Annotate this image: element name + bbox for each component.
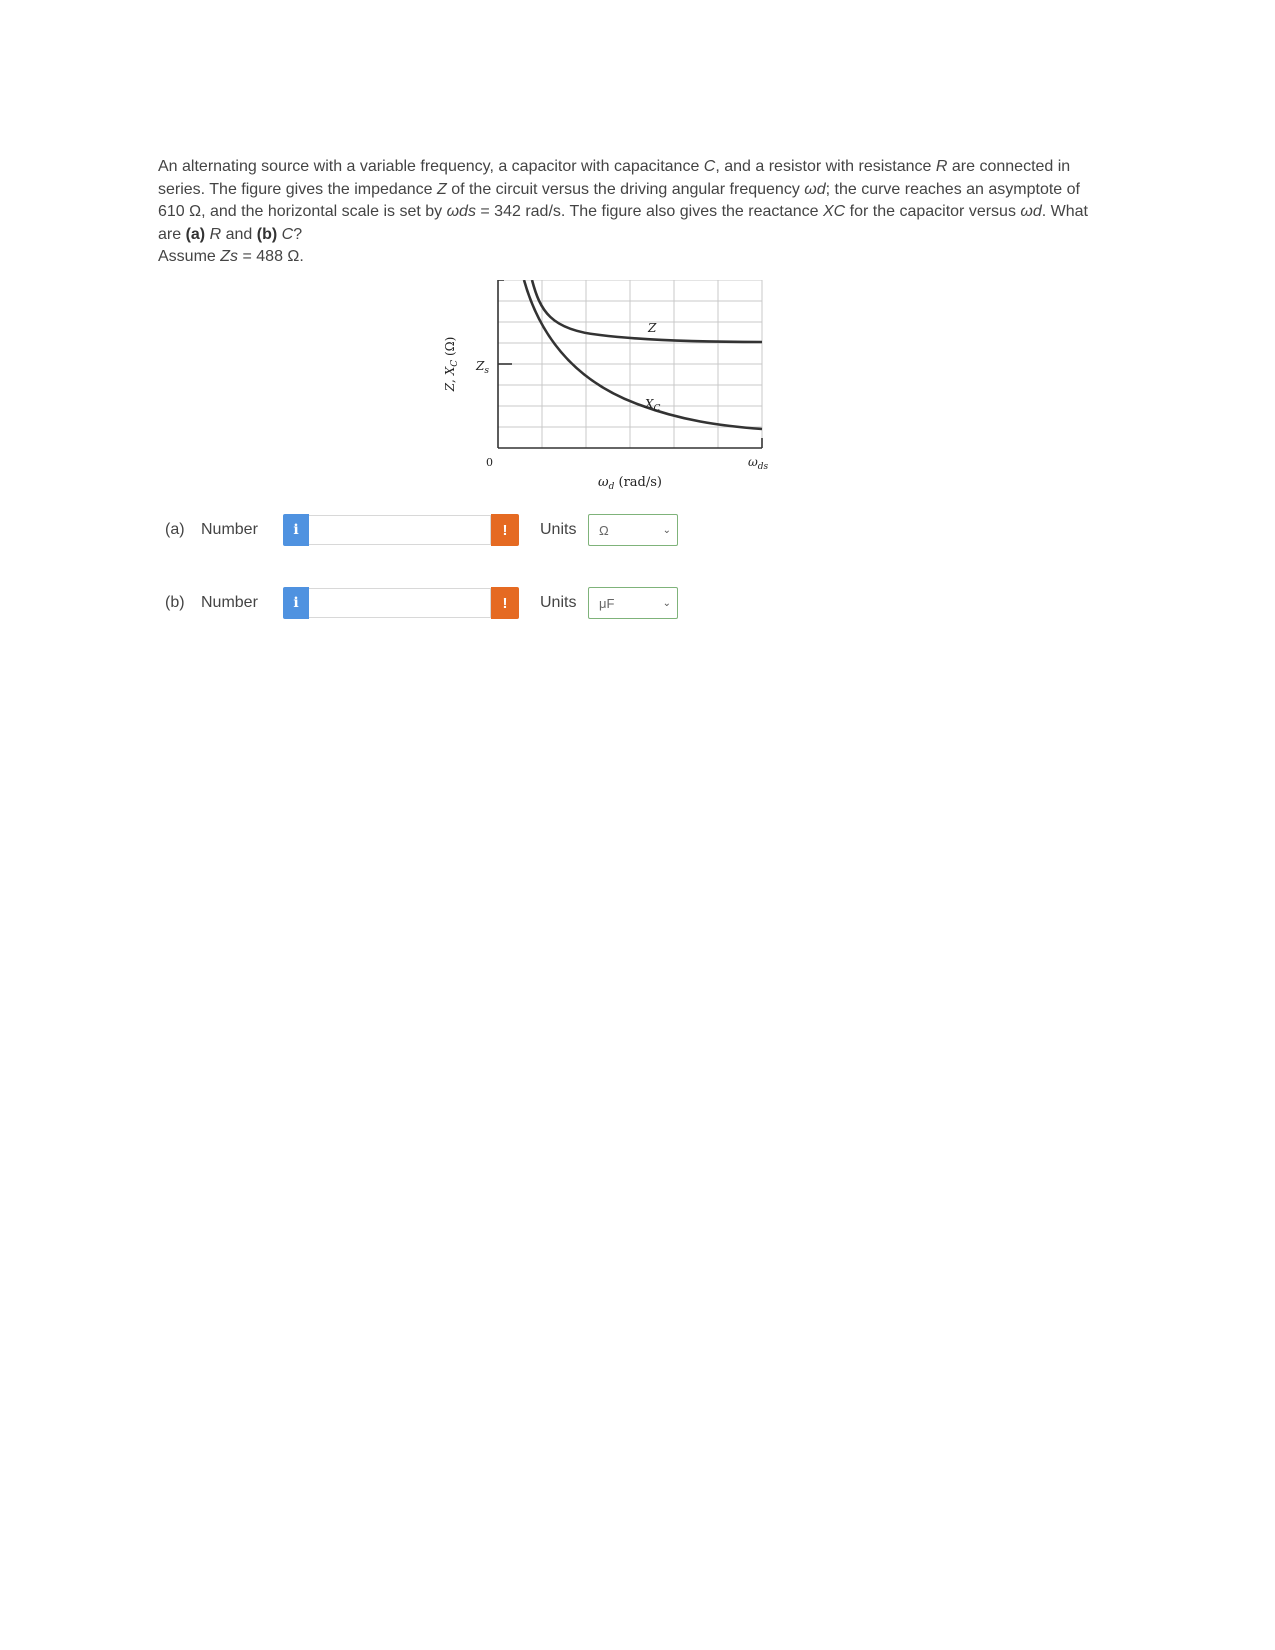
- z-curve: [532, 280, 762, 342]
- info-icon[interactable]: i: [283, 587, 309, 619]
- zs-tick-label: $Z_s$: [476, 359, 489, 376]
- answer-row-a: [165, 513, 678, 547]
- selected-unit: μF: [599, 595, 615, 611]
- part-label: (a): [165, 521, 185, 538]
- xc-curve: [524, 280, 762, 429]
- warning-icon[interactable]: !: [491, 587, 519, 619]
- chevron-down-icon: ⌄: [662, 597, 671, 609]
- part-label: (b): [165, 594, 185, 611]
- units-select-b[interactable]: [588, 587, 678, 619]
- answer-a-input[interactable]: [309, 515, 491, 545]
- grid: [498, 280, 762, 448]
- problem-statement: [158, 156, 1108, 269]
- chevron-down-icon: ⌄: [662, 524, 671, 536]
- assumption-text: Assume Zs = 488 Ω.: [158, 248, 304, 265]
- impedance-figure: [440, 280, 840, 520]
- x-axis-label: $\omega_d$ (rad/s): [598, 475, 662, 492]
- units-label: Units: [540, 521, 577, 538]
- info-icon[interactable]: i: [283, 514, 309, 546]
- number-label: Number: [201, 521, 258, 538]
- answer-b-input[interactable]: [309, 588, 491, 618]
- units-label: Units: [540, 594, 577, 611]
- origin-label: 0: [486, 456, 493, 469]
- z-curve-label: Z: [648, 321, 657, 335]
- units-select-a[interactable]: [588, 514, 678, 546]
- number-label: Number: [201, 594, 258, 611]
- answer-row-b: [165, 586, 678, 620]
- problem-text: An alternating source with a variable frequency, a capacitor with capacitance C, and a resistor with resistance R are connected in series. The figure gives the impedance Z of the circuit versus the driving angular frequency ωd; the curve reaches an asymptote of 610 Ω, and the horizontal scale is set by ωds = 342 rad/s. The figure also gives the reactance XC for the capacitor versus ωd. What are (a) R and (b) C?: [158, 158, 1088, 243]
- xc-curve-label: $X_C$: [645, 397, 661, 414]
- warning-icon[interactable]: !: [491, 514, 519, 546]
- y-axis-label: Z, $X_C$ (Ω): [443, 336, 460, 392]
- selected-unit: Ω: [599, 522, 609, 538]
- x-end-label: $\omega_{ds}$: [748, 455, 769, 472]
